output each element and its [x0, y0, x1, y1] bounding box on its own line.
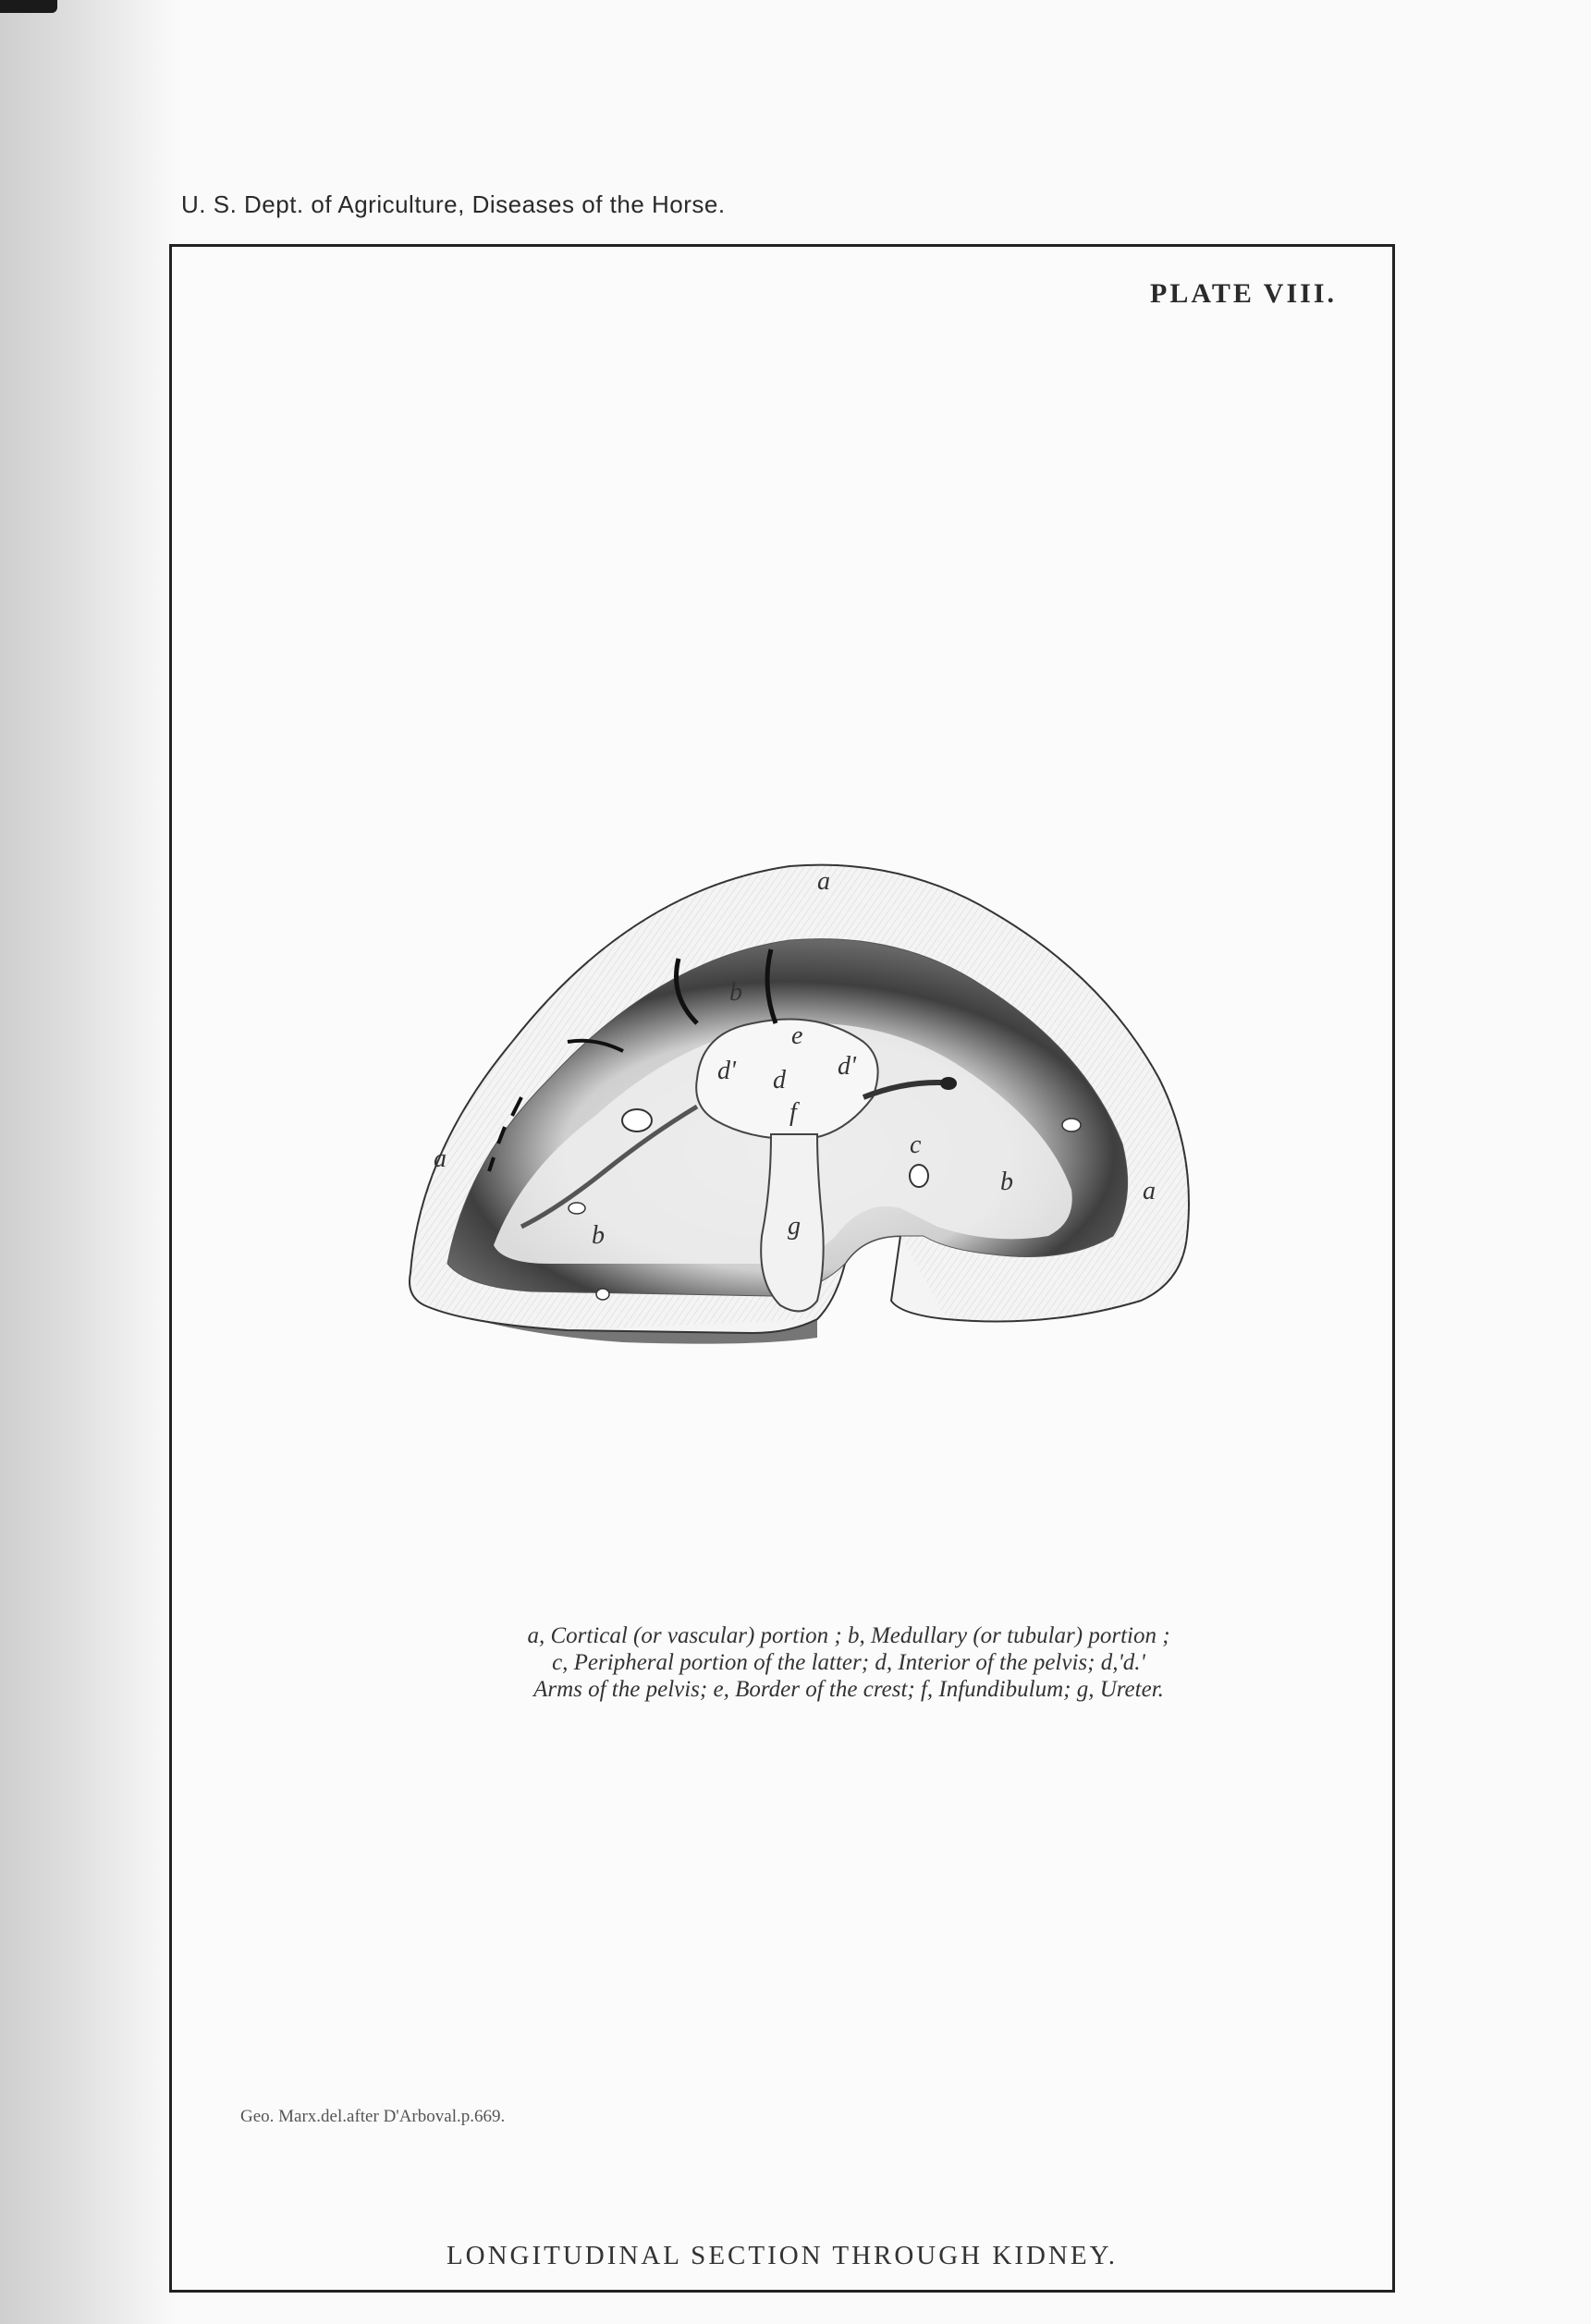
vessel: [596, 1289, 609, 1300]
plate-number: PLATE VIII.: [1150, 278, 1337, 309]
vessel: [569, 1203, 585, 1214]
caption-line: Arms of the pelvis; e, Border of the crest; f, Infundibulum; g, Ureter.: [533, 1677, 1164, 1702]
label-b-top: b: [729, 978, 742, 1007]
vessel: [910, 1165, 928, 1187]
label-c: c: [910, 1131, 922, 1159]
figure-caption: [386, 1622, 1311, 1703]
label-d: d: [773, 1066, 786, 1095]
label-g: g: [788, 1212, 801, 1241]
running-head: U. S. Dept. of Agriculture, Diseases of the Horse.: [181, 190, 726, 218]
vessel: [622, 1109, 652, 1131]
corner-mark: [0, 0, 57, 13]
label-a-left: a: [434, 1144, 447, 1173]
kidney-illustration: [383, 801, 1196, 1347]
plate-frame: [169, 244, 1395, 2293]
vessel: [1062, 1119, 1081, 1131]
label-b-left: b: [592, 1221, 605, 1250]
label-d-prime-left: d': [717, 1057, 736, 1085]
caption-line: c, Peripheral portion of the latter; d, Interior of the pelvis; d,'d.': [552, 1650, 1145, 1675]
artist-credit: Geo. Marx.del.after D'Arboval.p.669.: [240, 2107, 506, 2126]
caption-line: a, Cortical (or vascular) portion ; b, Medullary (or tubular) portion ;: [527, 1623, 1170, 1648]
vessel: [940, 1077, 957, 1090]
label-a-top: a: [817, 867, 830, 896]
plate-title: LONGITUDINAL SECTION THROUGH KIDNEY.: [446, 2241, 1119, 2270]
label-f: f: [789, 1098, 797, 1127]
label-a-right: a: [1143, 1177, 1156, 1205]
label-b-right: b: [1000, 1168, 1013, 1196]
binding-shadow: [0, 0, 176, 2324]
label-e: e: [791, 1021, 803, 1050]
label-d-prime-right: d': [838, 1052, 856, 1081]
